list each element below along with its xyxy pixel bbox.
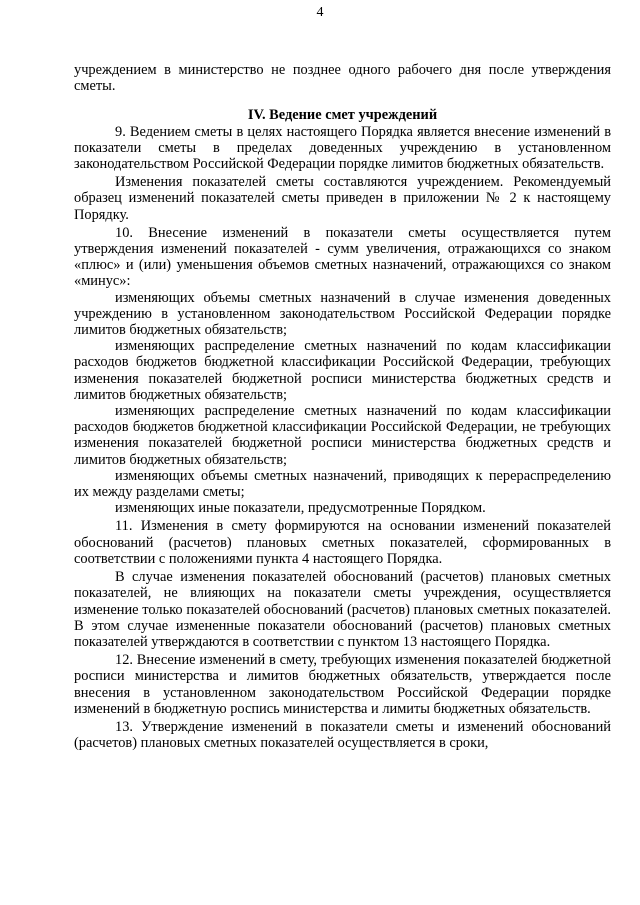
section-title: IV. Ведение смет учреждений — [247, 107, 438, 124]
intro-paragraph: учреждением в министерство не позднее одного рабочего дня после утверждения сметы. — [74, 62, 611, 95]
document-body — [74, 62, 611, 751]
paragraph-9: 9. Ведением сметы в целях настоящего Порядка является внесение изменений в показатели сметы в пределах доведенных учреждению в установленном законодательством Российской Федерации порядке лимитов бюджетных обязательств. — [74, 123, 611, 173]
list-item: изменяющих объемы сметных назначений в случае изменения доведенных учреждению в установленном законодательством Российской Федерации порядке лимитов бюджетных обязательств; — [74, 289, 611, 339]
list-item: изменяющих распределение сметных назначений по кодам классификации расходов бюджетов бюджетной классификации Российской Федерации, требующих изменения показателей бюджетной росписи министерства бюджетных средств и лимитов бюджетных обязательств; — [74, 338, 611, 403]
paragraph-sample-form: Изменения показателей сметы составляются учреждением. Рекомендуемый образец изменений показателей сметы приведен в приложении № 2 к настоящему Порядку. — [74, 174, 611, 223]
paragraph-justification-change: В случае изменения показателей обоснований (расчетов) плановых сметных показателей, не влияющих на показатели сметы учреждения, осуществляется изменение только показателей обоснований (расчетов) плановых сметных показателей. В этом случае измененные показатели обоснований (расчетов) плановых сметных показателей утверждаются в соответствии с пунктом 13 настоящего Порядка. — [74, 569, 611, 650]
paragraph-13: 13. Утверждение изменений в показатели сметы и изменений обоснований (расчетов) плановых сметных показателей осуществляется в сроки, — [74, 718, 611, 752]
list-item: изменяющих иные показатели, предусмотренные Порядком. — [115, 500, 486, 517]
page-number: 4 — [316, 5, 324, 20]
paragraph-10: 10. Внесение изменений в показатели сметы осуществляется путем утверждения изменений показателей - сумм увеличения, отражающихся со знаком «плюс» и (или) уменьшения объемов сметных назначений, отражающихся со знаком «минус»: — [74, 224, 611, 290]
paragraph-11: 11. Изменения в смету формируются на основании изменений показателей обоснований (расчетов) плановых сметных показателей, сформированных в соответствии с положениями пункта 4 настоящего Порядка. — [74, 518, 611, 567]
list-item: изменяющих распределение сметных назначений по кодам классификации расходов бюджетов бюджетной классификации Российской Федерации, не требующих изменения показателей бюджетной росписи министерства бюджетных средств и лимитов бюджетных обязательств; — [74, 403, 611, 468]
list-item: изменяющих объемы сметных назначений, приводящих к перераспределению их между разделами сметы; — [74, 467, 611, 501]
paragraph-12: 12. Внесение изменений в смету, требующих изменения показателей бюджетной росписи министерства и лимитов бюджетных обязательств, утверждается после внесения в установленном законодательством Российской Федерации порядке изменений в бюджетную роспись министерства и лимиты бюджетных обязательств. — [74, 652, 611, 717]
